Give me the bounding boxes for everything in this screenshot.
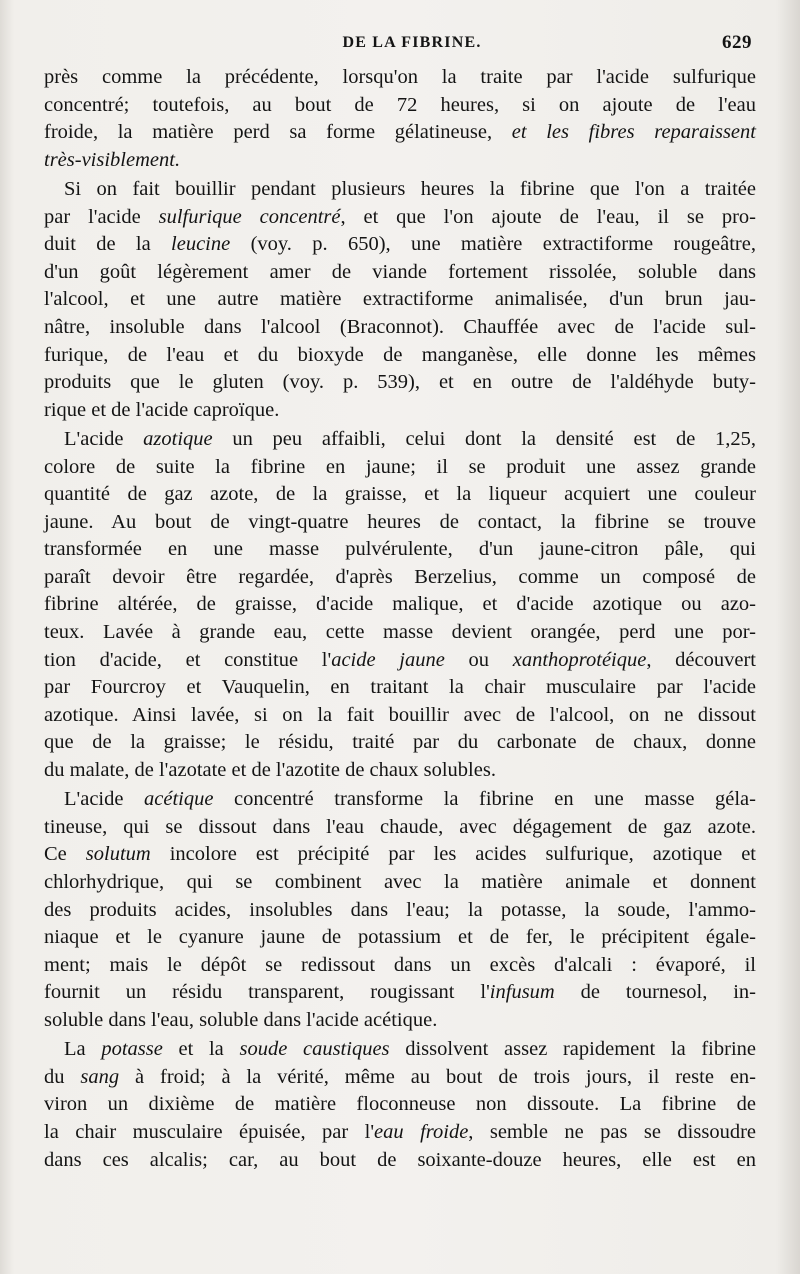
- text-run: par Fourcroy et Vauquelin, en traitant la chair musculaire par l'acide: [44, 676, 756, 699]
- text-line: [44, 979, 756, 1007]
- text-line: [44, 591, 756, 619]
- text-line: [44, 786, 756, 814]
- text-run: furique, de l'eau et du bioxyde de manganèse, elle donne les mêmes: [44, 343, 756, 366]
- text-line: [44, 1147, 756, 1175]
- text-line: [44, 924, 756, 952]
- text-line: [44, 119, 756, 147]
- text-line: [44, 1119, 756, 1147]
- text-line: [44, 1036, 756, 1064]
- text-run: et la: [162, 1038, 240, 1061]
- text-run: niaque et le cyanure jaune de potassium et de fer, le précipitent égale-: [44, 926, 756, 949]
- text-run: que de la graisse; le résidu, traité par du carbonate de chaux, donne: [44, 731, 756, 754]
- text-line: [44, 814, 756, 842]
- text-run: teux. Lavée à grande eau, cette masse devient orangée, perd une por-: [44, 621, 756, 644]
- text-run: L'acide: [64, 427, 144, 450]
- text-line: [44, 674, 756, 702]
- text-run: concentré; toutefois, au bout de 72 heures, si on ajoute de l'eau: [44, 93, 756, 116]
- italic-text: et les fibres reparaissent: [511, 121, 756, 144]
- text-run: ou: [444, 648, 513, 671]
- text-line: [44, 564, 756, 592]
- text-run: à froid; à la vérité, même au bout de trois jours, il reste en-: [119, 1065, 756, 1088]
- text-run: , découvert: [646, 648, 756, 671]
- text-run: quantité de gaz azote, de la graisse, et la liqueur acquiert une couleur: [44, 483, 756, 506]
- italic-text: soude caustiques: [239, 1038, 390, 1061]
- italic-text: sulfurique concentré: [158, 205, 341, 228]
- text-run: transformée en une masse pulvérulente, d'un jaune-citron pâle, qui: [44, 538, 756, 561]
- text-line: [44, 231, 756, 259]
- text-run: l'alcool, et une autre matière extractiforme animalisée, d'un brun jau-: [44, 288, 756, 311]
- text-run: azotique. Ainsi lavée, si on la fait bouillir avec de l'alcool, on ne dissout: [44, 703, 756, 726]
- italic-text: infusum: [489, 981, 555, 1004]
- text-line: [44, 729, 756, 757]
- italic-text: acide jaune: [331, 648, 445, 671]
- text-line: [44, 286, 756, 314]
- text-line: [44, 176, 756, 204]
- text-run: fournit un résidu transparent, rougissant l': [44, 981, 490, 1004]
- text-run: La: [64, 1038, 102, 1061]
- running-head: DE LA FIBRINE.: [342, 34, 482, 51]
- text-line: [44, 1091, 756, 1119]
- text-run: d'un goût légèrement amer de viande fortement rissolée, soluble dans: [44, 260, 756, 283]
- text-run: concentré transforme la fibrine en une masse géla-: [213, 788, 756, 811]
- text-line: [44, 1064, 756, 1092]
- text-run: , semble ne pas se dissoudre: [468, 1120, 756, 1143]
- text-run: incolore est précipité par les acides sulfurique, azotique et: [150, 843, 756, 866]
- text-run: Si on fait bouillir pendant plusieurs heures la fibrine que l'on a traitée: [64, 177, 756, 200]
- text-line: [44, 259, 756, 287]
- page-number: 629: [722, 32, 752, 53]
- text-run: , et que l'on ajoute de l'eau, il se pro-: [340, 205, 756, 228]
- text-line: [44, 481, 756, 509]
- text-line: [44, 509, 756, 537]
- italic-text: eau froide: [374, 1120, 469, 1143]
- text-run: L'acide: [64, 788, 145, 811]
- text-run: un peu affaibli, celui dont la densité est de 1,25,: [212, 427, 756, 450]
- text-run: du malate, de l'azotate et de l'azotite de chaux solubles.: [44, 759, 496, 782]
- text-run: par l'acide: [44, 205, 159, 228]
- italic-text: potasse: [101, 1038, 163, 1061]
- text-line: [44, 897, 756, 925]
- text-line: [44, 369, 756, 397]
- paragraph: [44, 176, 756, 424]
- paragraph: [44, 426, 756, 785]
- page-header: [44, 30, 756, 60]
- text-run: soluble dans l'eau, soluble dans l'acide acétique.: [44, 1008, 438, 1031]
- text-line: [44, 841, 756, 869]
- text-line: [44, 869, 756, 897]
- text-run: colore de suite la fibrine en jaune; il se produit une assez grande: [44, 455, 756, 478]
- text-line: [44, 952, 756, 980]
- italic-text: acétique: [144, 788, 214, 811]
- italic-text: solutum: [85, 843, 151, 866]
- text-line: [44, 64, 756, 92]
- text-run: chlorhydrique, qui se combinent avec la matière animale et donnent: [44, 871, 756, 893]
- text-run: fibrine altérée, de graisse, d'acide malique, et d'acide azotique ou azo-: [44, 593, 756, 616]
- text-run: dissolvent assez rapidement la fibrine: [389, 1038, 757, 1061]
- text-run: tion d'acide, et constitue l': [44, 648, 332, 671]
- text-run: duit de la: [44, 233, 172, 256]
- italic-text: azotique: [143, 427, 213, 450]
- text-run: ment; mais le dépôt se redissout dans un excès d'alcali : évaporé, il: [44, 953, 756, 976]
- text-line: [44, 619, 756, 647]
- paragraph: [44, 64, 756, 174]
- text-run: paraît devoir être regardée, d'après Berzelius, comme un composé de: [44, 565, 756, 588]
- paragraph: [44, 786, 756, 1034]
- text-run: Ce: [44, 843, 86, 866]
- text-run: viron un dixième de matière floconneuse non dissoute. La fibrine de: [44, 1093, 756, 1116]
- paragraph: [44, 1036, 756, 1174]
- text-run: de tournesol, in-: [554, 981, 756, 1004]
- text-line: [44, 647, 756, 675]
- text-line: [44, 536, 756, 564]
- text-run: des produits acides, insolubles dans l'eau; la potasse, la soude, l'ammo-: [44, 898, 756, 921]
- italic-text: sang: [80, 1065, 120, 1088]
- text-run: rique et de l'acide caproïque.: [44, 398, 280, 421]
- italic-text: xanthoprotéique: [512, 648, 647, 671]
- text-run: la chair musculaire épuisée, par l': [44, 1120, 375, 1143]
- text-run: produits que le gluten (voy. p. 539), et en outre de l'aldéhyde buty-: [44, 371, 756, 394]
- text-line: [44, 314, 756, 342]
- text-run: dans ces alcalis; car, au bout de soixante-douze heures, elle est en: [44, 1148, 756, 1171]
- italic-text: très-visiblement.: [44, 148, 181, 171]
- text-run: nâtre, insoluble dans l'alcool (Braconnot). Chauffée avec de l'acide sul-: [44, 315, 756, 338]
- text-run: jaune. Au bout de vingt-quatre heures de contact, la fibrine se trouve: [44, 510, 756, 533]
- text-run: froide, la matière perd sa forme gélatineuse,: [44, 121, 512, 144]
- text-line: [44, 92, 756, 120]
- text-line: [44, 342, 756, 370]
- text-line: [44, 147, 756, 175]
- text-run: près comme la précédente, lorsqu'on la traite par l'acide sulfurique: [44, 66, 756, 88]
- text-line: [44, 1007, 756, 1035]
- text-line: [44, 426, 756, 454]
- text-run: du: [44, 1065, 81, 1088]
- text-run: tineuse, qui se dissout dans l'eau chaude, avec dégagement de gaz azote.: [44, 815, 756, 838]
- text-line: [44, 702, 756, 730]
- text-line: [44, 454, 756, 482]
- text-line: [44, 204, 756, 232]
- text-line: [44, 397, 756, 425]
- text-line: [44, 757, 756, 785]
- italic-text: leucine: [171, 233, 231, 256]
- text-run: (voy. p. 650), une matière extractiforme rougeâtre,: [230, 233, 756, 256]
- body-text: [44, 64, 756, 1174]
